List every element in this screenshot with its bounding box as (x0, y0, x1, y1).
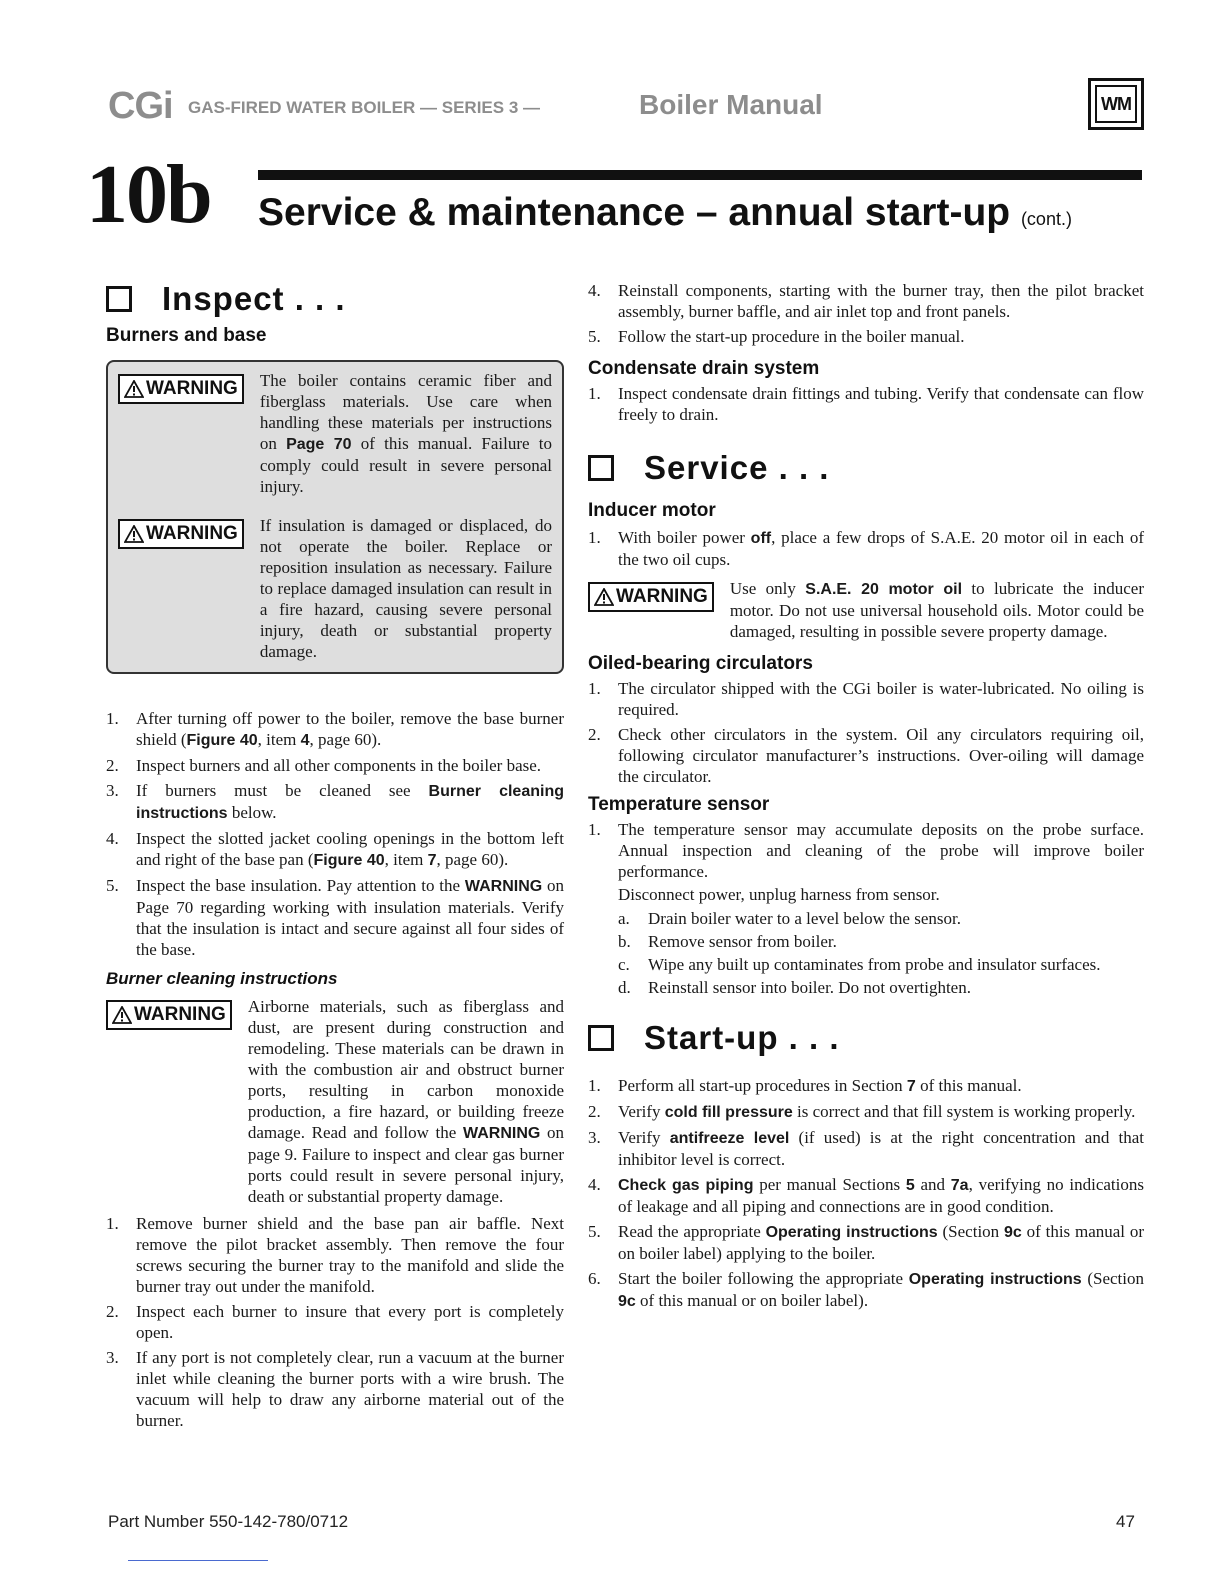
warning-badge (588, 582, 714, 612)
inspect-heading (106, 280, 564, 318)
list-item (618, 953, 1144, 976)
item-emphasis: 7a (950, 1177, 969, 1194)
section-title-text: Service & maintenance – annual start-up (258, 191, 1011, 234)
warning-badge (106, 1000, 232, 1030)
warning-row-1 (118, 370, 552, 497)
item-number: 1. (588, 384, 601, 403)
list-item (618, 930, 1144, 953)
item-emphasis: off (750, 530, 772, 547)
list-item (588, 1075, 1144, 1097)
list-item (106, 1213, 564, 1297)
warning-row-2 (118, 515, 552, 662)
inducer-heading: Inducer motor (588, 500, 716, 521)
item-text: With boiler power (618, 528, 751, 547)
item-number: 1. (106, 1214, 119, 1233)
item-emphasis: Figure 40 (186, 732, 258, 749)
item-emphasis: WARNING (464, 878, 543, 895)
sensor-note: Disconnect power, unplug harness from sensor. (618, 885, 940, 904)
item-text: is correct and that fill system is working properly. (792, 1102, 1136, 1121)
brand-name: CGi (108, 85, 173, 127)
item-number: 6. (588, 1269, 601, 1288)
sensor-heading: Temperature sensor (588, 794, 770, 815)
item-text: , item (257, 730, 301, 749)
list-item (588, 1101, 1144, 1123)
item-number: 2. (588, 725, 601, 744)
item-text: (Section (937, 1222, 1004, 1241)
item-text: Reinstall sensor into boiler. Do not overtighten. (648, 978, 971, 997)
item-number: 2. (106, 756, 119, 775)
item-text: , page 60). (309, 730, 382, 749)
item-text: Inspect burners and all other components in the boiler base. (136, 756, 542, 775)
condensate-heading: Condensate drain system (588, 358, 820, 379)
startup-steps (588, 1075, 1144, 1312)
item-emphasis: 5 (905, 1177, 915, 1194)
checkbox-icon (106, 286, 132, 312)
item-text: of this manual or on boiler label) applying to the boiler. (618, 1222, 1144, 1263)
warning-triangle-icon (112, 1006, 132, 1024)
list-item (588, 1174, 1144, 1217)
sensor-substeps (618, 907, 1144, 999)
item-text: Start the boiler following the appropriate (618, 1269, 909, 1288)
section-title (258, 190, 1072, 242)
item-text: Verify (618, 1102, 665, 1121)
startup-heading-text: Start-up . . . (644, 1019, 840, 1056)
list-item (106, 828, 564, 871)
item-number: 3. (588, 1128, 601, 1147)
item-letter: c. (618, 955, 630, 974)
inducer-warning (588, 578, 1144, 642)
item-number: 2. (588, 1102, 601, 1121)
item-number: 4. (588, 1175, 601, 1194)
item-number: 3. (106, 781, 119, 800)
item-emphasis: antifreeze level (669, 1130, 790, 1147)
item-emphasis: Figure 40 (313, 852, 385, 869)
item-text: (if used) is at the right concentration and that inhibitor level is correct. (618, 1128, 1144, 1169)
item-text: , verifying no indications of leakage and all piping and connections are in good condition. (618, 1175, 1144, 1216)
item-emphasis: 9c (1004, 1224, 1022, 1241)
logo-mark: WM (1095, 85, 1137, 123)
item-text: Perform all start-up procedures in Section (618, 1076, 907, 1095)
item-emphasis: Operating instructions (908, 1271, 1082, 1288)
cleaning-warning (106, 996, 564, 1207)
item-emphasis: 7 (427, 852, 437, 869)
item-text: below. (227, 803, 277, 822)
item-text: and (914, 1175, 951, 1194)
list-item (106, 755, 564, 776)
item-number: 1. (588, 528, 601, 547)
inducer-warning-text (730, 578, 1144, 642)
item-text: If burners must be cleaned see (136, 781, 429, 800)
inspect-heading-text: Inspect . . . (162, 280, 346, 317)
warning-emphasis: WARNING (462, 1125, 541, 1142)
item-text: on Page 70 regarding working with insulation materials. Verify that the insulation is intact and secure against all four sides of the base. (136, 876, 564, 959)
list-item (106, 875, 564, 960)
burner-cleaning-heading: Burner cleaning instructions (106, 969, 338, 988)
item-text: After turning off power to the boiler, remove the base burner shield ( (136, 709, 564, 749)
warning-triangle-icon (124, 525, 144, 543)
list-item (588, 280, 1144, 322)
warning-text: of this manual. Failure to comply could result in severe personal injury. (259, 434, 553, 496)
item-text: (Section (1081, 1269, 1145, 1288)
item-emphasis: Check gas piping (618, 1177, 754, 1194)
item-emphasis: 7 (906, 1078, 916, 1095)
item-text: Verify (618, 1128, 670, 1147)
warning-text: Airborne materials, such as fiberglass and dust, are present during construction and remodeling. These materials can be drawn in with the combustion air and obstruct burner ports, resulting in carbon monoxide production, a fire hazard, or building freeze damage. Read and follow the (247, 997, 564, 1142)
warning-badge (118, 374, 244, 404)
warning-text: Use only (729, 579, 806, 598)
item-text: The circulator shipped with the CGi boiler is water-lubricated. No oiling is required. (618, 679, 1144, 719)
weil-mclain-logo (1088, 78, 1144, 130)
list-item (588, 819, 1144, 999)
item-emphasis: 4 (300, 732, 310, 749)
item-text: of this manual. (915, 1076, 1022, 1095)
list-item (588, 383, 1144, 425)
item-number: 1. (588, 1076, 601, 1095)
list-item (106, 1347, 564, 1431)
item-text: of this manual or on boiler label). (635, 1291, 869, 1310)
cleaning-warning-text (248, 996, 564, 1207)
item-number: 3. (106, 1348, 119, 1367)
service-heading-text: Service . . . (644, 449, 830, 486)
item-emphasis: cold fill pressure (664, 1104, 793, 1121)
list-item (588, 724, 1144, 787)
item-number: 4. (106, 829, 119, 848)
left-column (106, 280, 564, 1435)
header-subtitle: GAS-FIRED WATER BOILER — SERIES 3 — (188, 98, 540, 117)
list-item (588, 1268, 1144, 1312)
warning-triangle-icon (124, 380, 144, 398)
warning-label: WARNING (134, 1004, 226, 1025)
list-item (106, 708, 564, 751)
item-text: Remove sensor from boiler. (648, 932, 837, 951)
item-text: , item (384, 850, 428, 869)
title-rule (258, 170, 1142, 180)
warning-text: The boiler contains ceramic fiber and fiberglass materials. Use care when handling these materials per instructions on (259, 371, 552, 453)
link-underline (128, 1560, 268, 1561)
condensate-steps (588, 383, 1144, 425)
part-number: Part Number 550-142-780/0712 (108, 1512, 349, 1531)
right-column (588, 280, 1144, 1316)
item-number: 5. (106, 876, 119, 895)
item-emphasis: Operating instructions (765, 1224, 938, 1241)
checkbox-icon (588, 1025, 614, 1051)
checkbox-icon (588, 455, 614, 481)
item-text: Check other circulators in the system. Oil any circulators requiring oil, following circulator manufacturer’s instructions. Over-oiling will damage the circulator. (618, 725, 1144, 786)
warning-badge (118, 519, 244, 549)
warning-text: on page 9. Failure to inspect and clear gas burner ports could result in severe personal injury, death or substantial property damage. (247, 1123, 564, 1206)
inspect-steps (106, 708, 564, 960)
list-item (588, 527, 1144, 570)
list-item (588, 1127, 1144, 1170)
burners-heading: Burners and base (106, 325, 267, 346)
list-item (588, 1221, 1144, 1264)
item-number: 5. (588, 327, 601, 346)
list-item (588, 326, 1144, 347)
warning-label: WARNING (146, 523, 238, 544)
item-text: per manual Sections (753, 1175, 906, 1194)
cleaning-steps-continued (588, 280, 1144, 347)
warning-triangle-icon (594, 588, 614, 606)
service-heading (588, 449, 1144, 487)
item-number: 1. (106, 709, 119, 728)
item-number: 4. (588, 281, 601, 300)
item-number: 1. (588, 820, 601, 839)
item-text: Wipe any built up contaminates from probe and insulator surfaces. (648, 955, 1101, 974)
list-item (106, 780, 564, 824)
item-letter: d. (618, 978, 631, 997)
item-text: Remove burner shield and the base pan air baffle. Next remove the pilot bracket assembly. Then remove the four screws securing the burner tray to the manifold and slide the burner tray out under the manifold. (136, 1214, 564, 1296)
warning-emphasis: Page 70 (286, 436, 352, 453)
item-text: Inspect condensate drain fittings and tubing. Verify that condensate can flow freely to drain. (618, 384, 1144, 424)
item-letter: a. (618, 909, 630, 928)
item-emphasis: 9c (618, 1293, 636, 1310)
warning-text-1 (260, 370, 552, 497)
item-text: Follow the start-up procedure in the boiler manual. (618, 327, 965, 346)
header-manual-title: Boiler Manual (639, 89, 823, 120)
section-title-cont: (cont.) (1020, 209, 1072, 229)
warning-text: to lubricate the inducer motor. Do not use universal household oils. Motor could be damaged, resulting in possible severe property damage. (729, 579, 1144, 641)
insulation-warning-box (106, 360, 564, 674)
cleaning-steps (106, 1213, 564, 1431)
section-number: 10b (86, 148, 211, 241)
item-text: , place a few drops of S.A.E. 20 motor oil in each of the two oil cups. (618, 528, 1144, 569)
item-text: Reinstall components, starting with the burner tray, then the pilot bracket assembly, burner baffle, and air inlet top and front panels. (618, 281, 1144, 321)
item-text: Inspect each burner to insure that every port is completely open. (136, 1302, 564, 1342)
item-text: Drain boiler water to a level below the sensor. (648, 909, 961, 928)
sensor-steps (588, 819, 1144, 999)
page-number: 47 (1116, 1512, 1135, 1531)
item-number: 1. (588, 679, 601, 698)
item-text: If any port is not completely clear, run a vacuum at the burner inlet while cleaning the burner ports with a wire brush. The vacuum will help to draw any airborne material out of the burner. (136, 1348, 564, 1430)
item-text: The temperature sensor may accumulate deposits on the probe surface. Annual inspection and cleaning of the probe will improve boiler performance. (618, 820, 1144, 881)
item-text: Inspect the slotted jacket cooling openings in the bottom left and right of the base pan ( (136, 829, 564, 869)
circulators-heading: Oiled-bearing circulators (588, 653, 813, 674)
page-header (108, 84, 1148, 134)
warning-label: WARNING (616, 586, 708, 607)
list-item (618, 976, 1144, 999)
list-item (588, 678, 1144, 720)
startup-heading (588, 1019, 1144, 1057)
list-item (106, 1301, 564, 1343)
list-item (618, 907, 1144, 930)
item-number: 2. (106, 1302, 119, 1321)
item-text: Inspect the base insulation. Pay attention to the (136, 876, 465, 895)
item-letter: b. (618, 932, 631, 951)
inducer-steps (588, 527, 1144, 570)
item-emphasis: Burner cleaning instructions (136, 783, 564, 822)
warning-label: WARNING (146, 378, 238, 399)
warning-emphasis: S.A.E. 20 motor oil (805, 581, 963, 598)
circulator-steps (588, 678, 1144, 787)
item-number: 5. (588, 1222, 601, 1241)
item-text: , page 60). (436, 850, 509, 869)
item-text: Read the appropriate (618, 1222, 766, 1241)
warning-text-2: If insulation is damaged or displaced, do not operate the boiler. Replace or reposition insulation as necessary. Failure to replace damaged insulation can result in a fire hazard, causing severe personal injury, death or substantial property damage. (259, 516, 552, 661)
